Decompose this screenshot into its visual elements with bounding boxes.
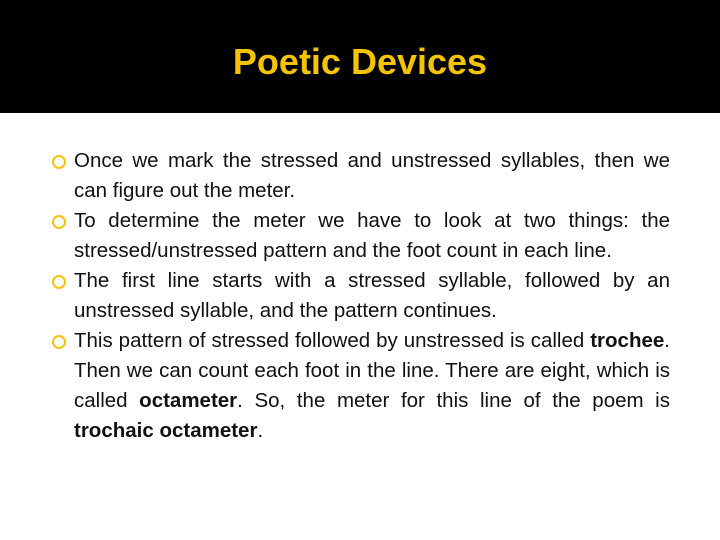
bullet-text: To determine the meter we have to look at two things: the stressed/unstressed pattern and the foot count in each line.	[74, 209, 670, 262]
circle-bullet-icon	[52, 335, 66, 349]
bullet-text-part: .	[257, 419, 264, 442]
bullet-item	[52, 326, 670, 446]
bullet-text	[74, 329, 670, 442]
bullet-text-part: . So, the meter for this line of the poem is	[237, 389, 670, 412]
term-octameter: octameter	[139, 389, 238, 412]
bullet-text: Once we mark the stressed and unstressed syllables, then we can figure out the meter.	[74, 149, 670, 202]
bullet-text-part: This pattern of stressed followed by unstressed is called	[74, 329, 591, 352]
bullet-list	[52, 146, 670, 446]
bullet-item	[52, 146, 670, 206]
term-trochaic-octameter: trochaic octameter	[74, 419, 258, 442]
slide-title: Poetic Devices	[232, 41, 488, 82]
circle-bullet-icon	[52, 215, 66, 229]
term-trochee: trochee	[590, 329, 665, 352]
bullet-item	[52, 206, 670, 266]
bullet-text: The first line starts with a stressed syllable, followed by an unstressed syllable, and the pattern continues.	[74, 269, 670, 322]
bullet-item	[52, 266, 670, 326]
title-bar	[0, 0, 720, 113]
bullet-text-part: . Then we can count each foot in the line. There are eight, which is called	[74, 329, 670, 412]
circle-bullet-icon	[52, 275, 66, 289]
circle-bullet-icon	[52, 155, 66, 169]
